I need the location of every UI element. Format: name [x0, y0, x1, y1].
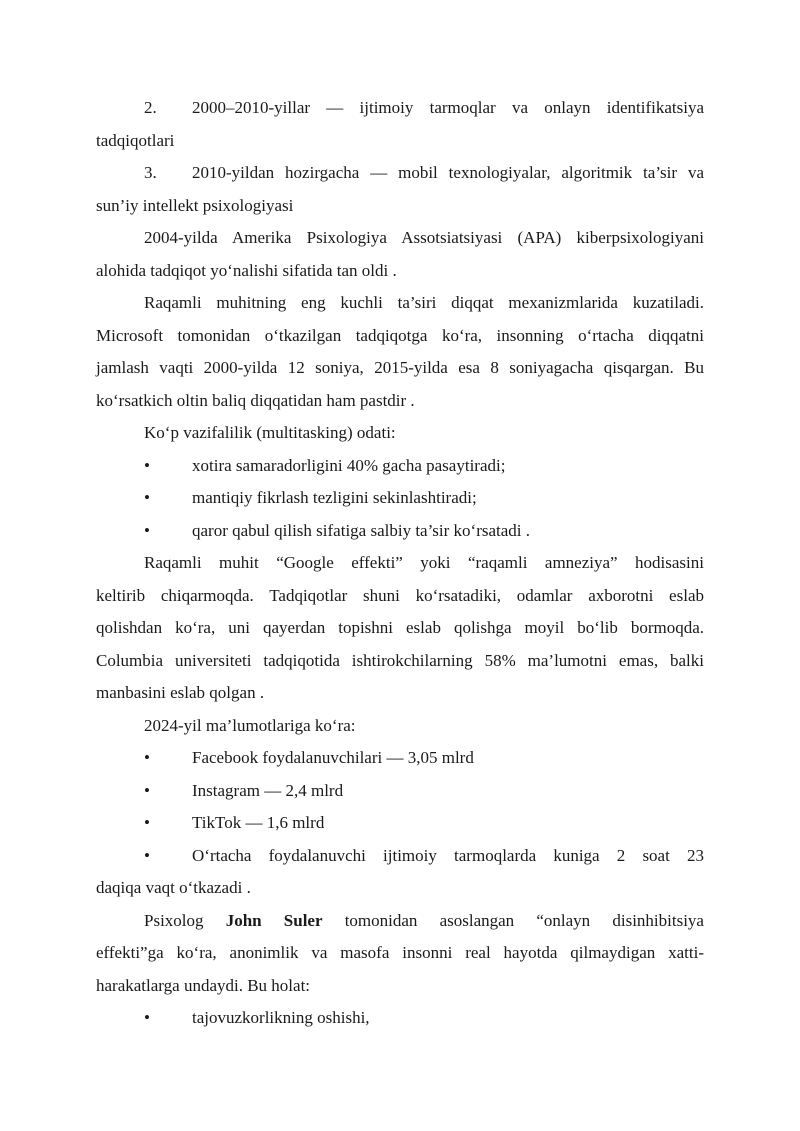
body-paragraph [96, 547, 704, 710]
text-run: Psixolog [144, 910, 226, 930]
text-line [96, 1002, 704, 1035]
bullet-icon: • [144, 780, 150, 800]
bullet-icon: • [144, 455, 150, 475]
bullet-item [96, 807, 704, 840]
text-run: ko‘rsatkich oltin baliq diqqatidan ham pastdir . [96, 390, 415, 410]
text-run: xotira samaradorligini 40% gacha pasaytiradi; [192, 455, 506, 475]
body-paragraph [96, 222, 704, 287]
text-line [96, 645, 704, 678]
body-paragraph [96, 287, 704, 417]
text-line [96, 937, 704, 970]
text-run: tajovuzkorlikning oshishi, [192, 1008, 370, 1027]
text-run: Microsoft tomonidan o‘tkazilgan tadqiqotga ko‘ra, insonning o‘rtacha diqqatni [96, 325, 704, 345]
body-paragraph [96, 710, 704, 743]
bullet-item [96, 1002, 704, 1035]
text-run: Raqamli muhitning eng kuchli ta’siri diqqat mexanizmlarida kuzatiladi. [144, 293, 704, 312]
text-run: mantiqiy fikrlash tezligini sekinlashtiradi; [192, 488, 477, 507]
text-line [96, 970, 704, 1003]
text-run: 2010-yildan hozirgacha — mobil texnologiyalar, algoritmik ta’sir va [192, 163, 704, 182]
bullet-icon: • [144, 520, 150, 540]
text-line [96, 125, 704, 158]
text-run: jamlash vaqti 2000-yilda 12 soniya, 2015-yilda esa 8 soniyagacha qisqargan. Bu [96, 358, 704, 377]
text-line [96, 450, 704, 483]
text-run: sun’iy intellekt psixologiyasi [96, 195, 294, 215]
body-paragraph [96, 417, 704, 450]
text-line [96, 872, 704, 905]
text-run: 2024-yil ma’lumotlariga ko‘ra: [144, 715, 356, 735]
numbered-item [96, 157, 704, 222]
text-line [96, 287, 704, 320]
text-line [96, 320, 704, 353]
text-line [96, 905, 704, 938]
bullet-icon: • [144, 748, 150, 767]
text-run: Instagram — 2,4 mlrd [192, 780, 344, 800]
text-run: manbasini eslab qolgan . [96, 683, 265, 702]
text-run: 2004-yilda Amerika Psixologiya Assotsiatsiyasi (APA) kiberpsixologiyani [144, 228, 704, 247]
bullet-item [96, 450, 704, 483]
text-line [96, 547, 704, 580]
text-line [96, 255, 704, 288]
list-number: 2. [144, 98, 157, 117]
text-line [96, 612, 704, 645]
bullet-item [96, 515, 704, 548]
list-number: 3. [144, 163, 157, 182]
text-line [96, 840, 704, 873]
text-line [96, 742, 704, 775]
text-line [96, 385, 704, 418]
bullet-item [96, 482, 704, 515]
text-line [96, 775, 704, 808]
text-run: harakatlarga undaydi. Bu holat: [96, 975, 311, 995]
bullet-item [96, 775, 704, 808]
text-run: qolishdan ko‘ra, uni qayerdan topishni eslab qolishga moyil bo‘lib bormoqda. [96, 618, 704, 637]
text-run: O‘rtacha foydalanuvchi ijtimoiy tarmoqlarda kuniga 2 soat 23 [192, 845, 704, 865]
text-run: effekti”ga ko‘ra, anonimlik va masofa insonni real hayotda qilmaydigan xatti- [96, 943, 704, 962]
text-run: TikTok — 1,6 mlrd [192, 813, 325, 832]
numbered-item [96, 92, 704, 157]
text-line [96, 580, 704, 613]
text-run: qaror qabul qilish sifatiga salbiy ta’sir ko‘rsatadi . [192, 520, 531, 540]
text-line [96, 92, 704, 125]
bullet-icon: • [144, 845, 150, 865]
document-body [96, 92, 704, 1035]
text-run: tadqiqotlari [96, 130, 175, 150]
text-run: Raqamli muhit “Google effekti” yoki “raqamli amneziya” hodisasini [144, 553, 704, 572]
text-line [96, 352, 704, 385]
bullet-icon: • [144, 1008, 150, 1027]
text-run: daqiqa vaqt o‘tkazadi . [96, 878, 251, 897]
text-run: keltirib chiqarmoqda. Tadqiqotlar shuni ko‘rsatadiki, odamlar axborotni eslab [96, 585, 704, 605]
text-line [96, 515, 704, 548]
bullet-icon: • [144, 488, 150, 507]
text-run: Ko‘p vazifalilik (multitasking) odati: [144, 423, 396, 442]
text-line [96, 417, 704, 450]
text-run: Facebook foydalanuvchilari — 3,05 mlrd [192, 748, 474, 767]
text-run: Columbia universiteti tadqiqotida ishtirokchilarning 58% ma’lumotni emas, balki [96, 650, 704, 670]
bold-text: John Suler [225, 910, 323, 930]
text-line [96, 807, 704, 840]
text-line [96, 222, 704, 255]
text-line [96, 157, 704, 190]
bullet-item [96, 840, 704, 905]
text-line [96, 190, 704, 223]
body-paragraph [96, 905, 704, 1003]
bullet-icon: • [144, 813, 150, 832]
text-run: 2000–2010-yillar — ijtimoiy tarmoqlar va onlayn identifikatsiya [192, 98, 704, 117]
text-line [96, 710, 704, 743]
text-line [96, 677, 704, 710]
text-line [96, 482, 704, 515]
text-run: alohida tadqiqot yo‘nalishi sifatida tan oldi . [96, 260, 397, 280]
text-run: tomonidan asoslangan “onlayn disinhibitsiya [322, 910, 704, 930]
bullet-item [96, 742, 704, 775]
